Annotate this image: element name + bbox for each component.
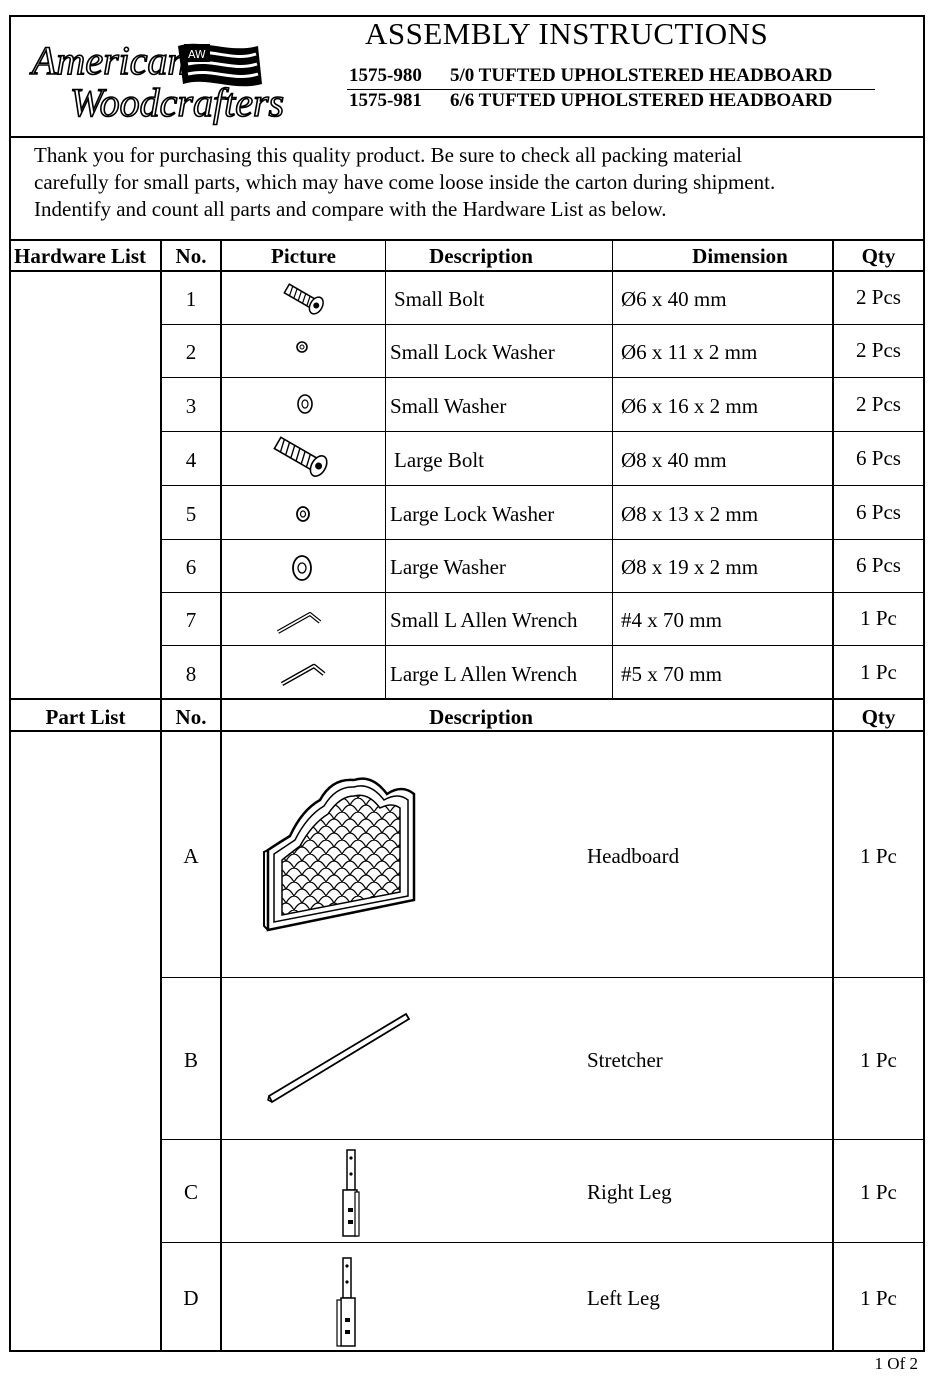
- row-dimension: Ø8 x 40 mm: [621, 448, 727, 472]
- small-allen-wrench-icon: [274, 608, 324, 641]
- row-dimension: Ø6 x 11 x 2 mm: [621, 340, 758, 364]
- row-no: 6: [185, 555, 197, 579]
- row-qty: 1 Pc: [860, 606, 897, 630]
- large-allen-wrench-icon: [278, 660, 328, 693]
- row-description: Headboard: [587, 844, 680, 868]
- row-qty: 1 Pc: [860, 1180, 897, 1204]
- headboard-icon: [262, 770, 422, 940]
- row-dimension: Ø6 x 40 mm: [621, 287, 727, 311]
- row-description: Large Bolt: [394, 448, 485, 472]
- row-no: 8: [185, 662, 197, 686]
- row-qty: 6 Pcs: [856, 553, 901, 577]
- small-bolt-icon: [280, 280, 330, 323]
- row-qty: 2 Pcs: [856, 285, 901, 309]
- col-header-qty: Qty: [861, 705, 896, 729]
- row-no: A: [183, 844, 199, 868]
- intro-line: Indentify and count all parts and compare with the Hardware List as below.: [34, 197, 667, 221]
- page-title: ASSEMBLY INSTRUCTIONS: [365, 16, 769, 51]
- svg-text:Woodcrafters: Woodcrafters: [70, 80, 285, 125]
- small-lock-washer-icon: [294, 340, 310, 359]
- row-no: C: [183, 1180, 198, 1204]
- row-description: Stretcher: [587, 1048, 663, 1072]
- row-description: Small Washer: [390, 394, 507, 418]
- row-description: Left Leg: [587, 1286, 660, 1310]
- row-qty: 2 Pcs: [856, 338, 901, 362]
- row-qty: 2 Pcs: [856, 392, 901, 416]
- col-header-hardware-list: Hardware List: [14, 244, 147, 268]
- row-dimension: Ø6 x 16 x 2 mm: [621, 394, 759, 418]
- row-dimension: Ø8 x 19 x 2 mm: [621, 555, 759, 579]
- row-dimension: #5 x 70 mm: [621, 662, 722, 686]
- row-description: Large Washer: [390, 555, 506, 579]
- row-no: 3: [185, 394, 197, 418]
- page-number: 1 Of 2: [874, 1354, 918, 1373]
- intro-text: [34, 142, 914, 223]
- col-header-no: No.: [175, 705, 207, 729]
- row-description: Large L Allen Wrench: [390, 662, 578, 686]
- row-no: 4: [185, 448, 197, 472]
- row-no: B: [183, 1048, 198, 1072]
- model-number: 1575-981: [349, 90, 422, 111]
- row-description: Small Bolt: [394, 287, 485, 311]
- col-header-description: Description: [429, 705, 533, 729]
- row-no: 1: [185, 287, 197, 311]
- row-qty: 1 Pc: [860, 1286, 897, 1310]
- row-dimension: #4 x 70 mm: [621, 608, 722, 632]
- left-leg-icon: [334, 1256, 360, 1355]
- row-qty: 6 Pcs: [856, 446, 901, 470]
- large-lock-washer-icon: [294, 505, 312, 528]
- row-qty: 1 Pc: [860, 844, 897, 868]
- logo: [28, 24, 290, 132]
- row-qty: 6 Pcs: [856, 500, 901, 524]
- row-description: Large Lock Washer: [390, 502, 555, 526]
- col-header-qty: Qty: [861, 244, 896, 268]
- small-washer-icon: [295, 393, 315, 420]
- row-no: 7: [185, 608, 197, 632]
- row-qty: 1 Pc: [860, 660, 897, 684]
- svg-text:AW: AW: [188, 48, 206, 61]
- row-description: Right Leg: [587, 1180, 672, 1204]
- row-qty: 1 Pc: [860, 1048, 897, 1072]
- col-header-no: No.: [175, 244, 207, 268]
- col-header-description: Description: [429, 244, 533, 268]
- row-dimension: Ø8 x 13 x 2 mm: [621, 502, 759, 526]
- intro-line: Thank you for purchasing this quality product. Be sure to check all packing material: [34, 143, 742, 167]
- row-description: Small L Allen Wrench: [390, 608, 578, 632]
- row-description: Small Lock Washer: [390, 340, 555, 364]
- row-no: 2: [185, 340, 197, 364]
- svg-text:American: American: [32, 38, 188, 83]
- col-header-picture: Picture: [271, 244, 336, 268]
- model-name: 5/0 TUFTED UPHOLSTERED HEADBOARD: [450, 65, 833, 86]
- large-bolt-icon: [272, 434, 334, 485]
- intro-line: carefully for small parts, which may have come loose inside the carton during shipment.: [34, 170, 776, 194]
- right-leg-icon: [338, 1148, 364, 1245]
- stretcher-icon: [264, 1010, 414, 1111]
- row-no: 5: [185, 502, 197, 526]
- model-name: 6/6 TUFTED UPHOLSTERED HEADBOARD: [450, 90, 833, 111]
- model-number: 1575-980: [349, 65, 422, 86]
- row-no: D: [183, 1286, 199, 1310]
- col-header-dimension: Dimension: [692, 244, 788, 268]
- col-header-part-list: Part List: [45, 705, 126, 729]
- large-washer-icon: [290, 554, 314, 587]
